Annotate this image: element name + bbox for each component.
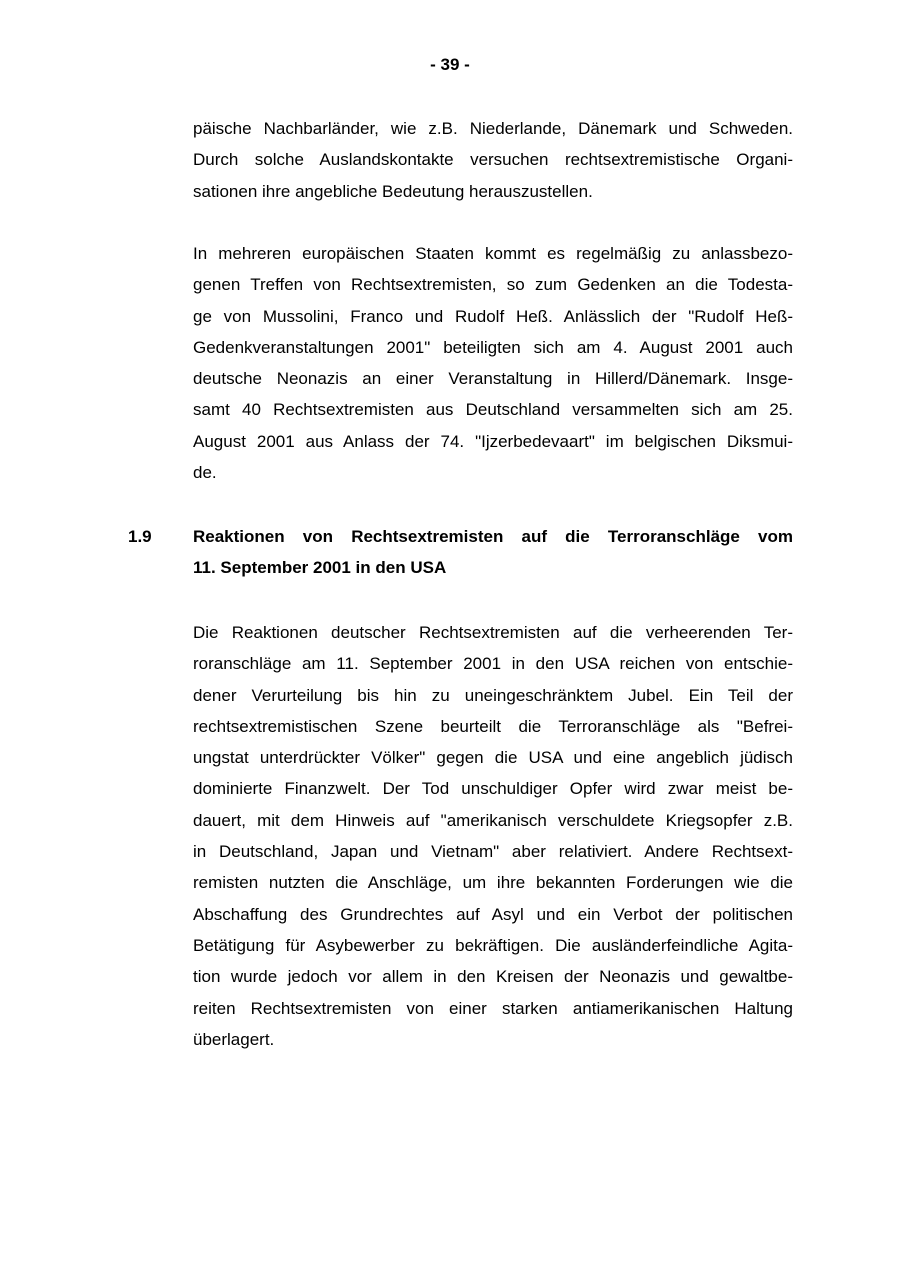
section-heading <box>193 521 793 584</box>
paragraph-line: dominierte Finanzwelt. Der Tod unschuldiger Opfer wird zwar meist be- <box>193 779 793 799</box>
paragraph-line: päische Nachbarländer, wie z.B. Niederlande, Dänemark und Schweden. <box>193 119 793 138</box>
paragraph-line: Gedenkveranstaltungen 2001" beteiligten sich am 4. August 2001 auch <box>193 337 793 357</box>
paragraph-line: Betätigung für Asybewerber zu bekräftigen. Die ausländerfeindliche Agita- <box>193 935 793 955</box>
paragraph-line: dauert, mit dem Hinweis auf "amerikanisch verschuldete Kriegsopfer z.B. <box>193 810 793 830</box>
page-number: - 39 - <box>430 55 470 74</box>
paragraph-line: in Deutschland, Japan und Vietnam" aber relativiert. Andere Rechtsext- <box>193 842 793 862</box>
paragraph-line: roranschläge am 11. September 2001 in den USA reichen von entschie- <box>193 654 793 674</box>
paragraph-3 <box>193 617 793 1055</box>
paragraph-line: deutsche Neonazis an einer Veranstaltung in Hillerd/Dänemark. Insge- <box>193 369 793 389</box>
paragraph-line: In mehreren europäischen Staaten kommt es regelmäßig zu anlassbezo- <box>193 244 793 263</box>
paragraph-1 <box>193 113 793 207</box>
paragraph-line: tion wurde jedoch vor allem in den Kreisen der Neonazis und gewaltbe- <box>193 967 793 987</box>
paragraph-line: überlagert. <box>193 1029 275 1049</box>
paragraph-2 <box>193 238 793 488</box>
paragraph-line: sationen ihre angebliche Bedeutung herauszustellen. <box>193 181 593 201</box>
paragraph-line: de. <box>193 463 217 483</box>
section-heading-line: Reaktionen von Rechtsextremisten auf die Terroranschläge vom <box>193 527 793 546</box>
paragraph-line: Die Reaktionen deutscher Rechtsextremisten auf die verheerenden Ter- <box>193 623 793 642</box>
section-heading-line: 11. September 2001 in den USA <box>193 558 447 578</box>
paragraph-line: August 2001 aus Anlass der 74. "Ijzerbedevaart" im belgischen Diksmui- <box>193 431 793 451</box>
paragraph-line: genen Treffen von Rechtsextremisten, so zum Gedenken an die Todesta- <box>193 275 793 295</box>
paragraph-line: dener Verurteilung bis hin zu uneingeschränktem Jubel. Ein Teil der <box>193 685 793 705</box>
paragraph-line: Durch solche Auslandskontakte versuchen rechtsextremistische Organi- <box>193 150 793 170</box>
section-number: 1.9 <box>128 527 152 546</box>
paragraph-line: samt 40 Rechtsextremisten aus Deutschland versammelten sich am 25. <box>193 400 793 420</box>
paragraph-line: ge von Mussolini, Franco und Rudolf Heß. Anlässlich der "Rudolf Heß- <box>193 306 793 326</box>
paragraph-line: Abschaffung des Grundrechtes auf Asyl und ein Verbot der politischen <box>193 904 793 924</box>
paragraph-line: remisten nutzten die Anschläge, um ihre bekannten Forderungen wie die <box>193 873 793 893</box>
paragraph-line: reiten Rechtsextremisten von einer starken antiamerikanischen Haltung <box>193 998 793 1018</box>
paragraph-line: ungstat unterdrückter Völker" gegen die USA und eine angeblich jüdisch <box>193 748 793 768</box>
paragraph-line: rechtsextremistischen Szene beurteilt die Terroranschläge als "Befrei- <box>193 716 793 736</box>
